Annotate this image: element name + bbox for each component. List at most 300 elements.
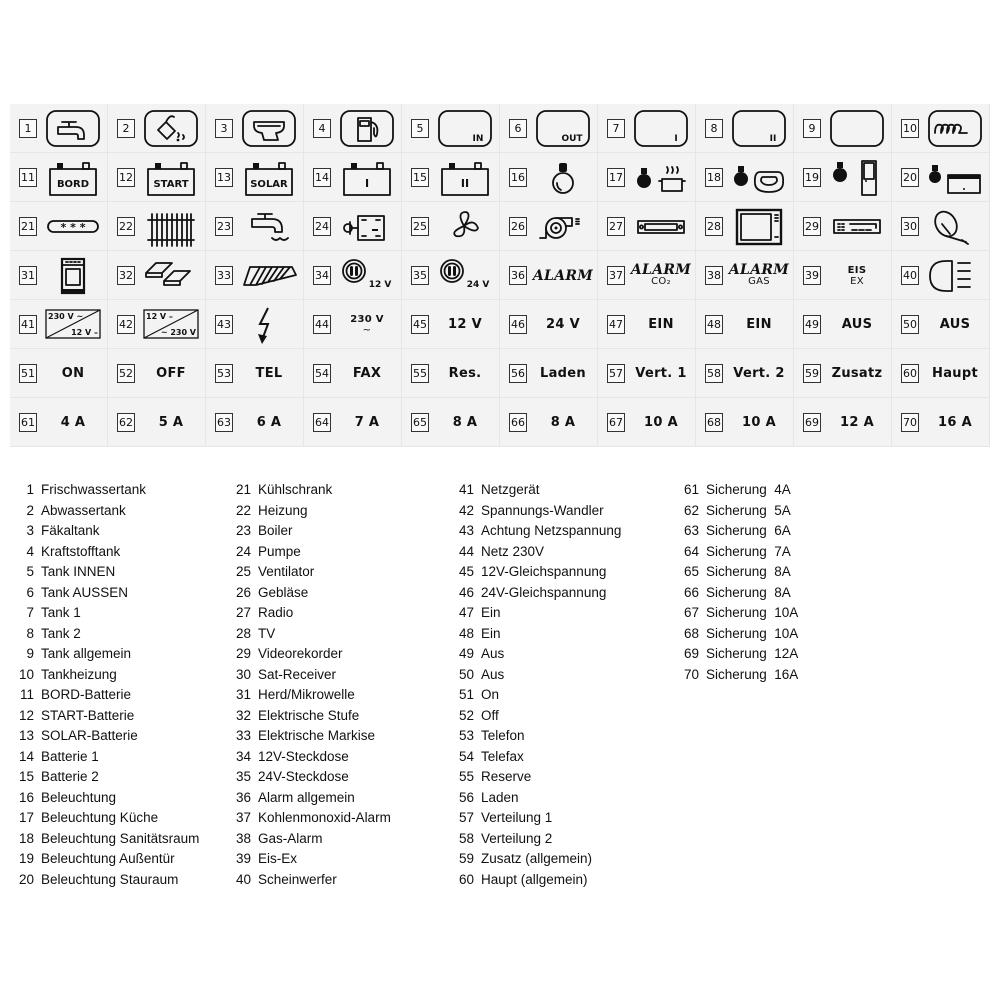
symbol-cell-58: [696, 349, 794, 398]
blower-icon: [532, 206, 594, 247]
symbol-number-badge: 63: [215, 413, 233, 432]
symbol-cell-50: [892, 300, 990, 349]
symbol-number-badge: 12: [117, 168, 135, 187]
symbol-label: ALARM: [630, 261, 692, 278]
symbol-number-badge: 68: [705, 413, 723, 432]
symbol-number-badge: 65: [411, 413, 429, 432]
light-bulb-icon: [532, 157, 594, 198]
symbol-text-label: [434, 402, 496, 443]
legend-column-2: [231, 480, 391, 890]
legend-description: Abwassertank: [41, 502, 126, 518]
symbol-cell-27: [598, 202, 696, 251]
legend-description: Laden: [481, 789, 519, 805]
legend-item-59: [454, 849, 621, 870]
legend-description: On: [481, 687, 500, 702]
legend-item-36: [231, 788, 391, 809]
light-door-icon: [826, 157, 888, 198]
symbol-label: 4 A: [60, 414, 86, 430]
legend-item-1: [14, 480, 199, 501]
light-storage-icon: [924, 157, 986, 198]
legend-item-5: [14, 562, 199, 583]
legend-description: Aus: [481, 666, 505, 682]
symbol-cell-33: [206, 251, 304, 300]
symbol-number-badge: 13: [215, 168, 233, 187]
symbol-text-label: [630, 304, 692, 345]
legend-number: 22: [235, 502, 251, 518]
symbol-text-label: [42, 402, 104, 443]
symbol-cell-26: [500, 202, 598, 251]
legend-description: TV: [258, 625, 276, 641]
legend-description: Kühlschrank: [258, 482, 333, 497]
legend-item-65: [679, 562, 798, 583]
legend-item-14: [14, 747, 199, 768]
legend-number: 30: [235, 666, 251, 682]
legend-description: Scheinwerfer: [258, 871, 337, 887]
legend-item-11: [14, 685, 199, 706]
legend-description: Tank AUSSEN: [41, 584, 129, 600]
legend-item-61: [679, 480, 798, 501]
symbol-cell-36: [500, 251, 598, 300]
symbol-number-badge: 64: [313, 413, 331, 432]
legend-item-50: [454, 665, 621, 686]
light-kitchen-pot-icon: [630, 157, 692, 198]
legend-number: 49: [458, 646, 474, 661]
legend-number: 17: [18, 810, 34, 825]
pump-icon: [336, 206, 398, 247]
legend-description: Verteilung 1: [481, 810, 553, 825]
symbol-label: EIS: [847, 264, 867, 276]
symbol-text-label: [42, 353, 104, 394]
electric-step-icon: [140, 255, 202, 296]
symbol-label: Res.: [448, 365, 482, 381]
battery-icon: [42, 157, 104, 198]
legend-number: 54: [458, 748, 474, 764]
symbol-cell-16: [500, 153, 598, 202]
wastewater-bucket-icon: [140, 108, 202, 149]
legend-description: Sat-Receiver: [258, 666, 337, 682]
symbol-number-badge: 8: [705, 119, 723, 138]
legend-number: 46: [458, 584, 474, 600]
symbol-number-badge: 55: [411, 364, 429, 383]
legend-item-29: [231, 644, 391, 665]
legend-item-19: [14, 849, 199, 870]
legend-number: 40: [235, 871, 251, 887]
legend-item-51: [454, 685, 621, 706]
symbol-text-label: [728, 353, 790, 394]
symbol-text-label: [140, 402, 202, 443]
legend-item-44: [454, 542, 621, 563]
symbol-text-label: [532, 402, 594, 443]
converter-icon: [42, 304, 104, 345]
symbol-number-badge: 24: [313, 217, 331, 236]
symbol-label: 5 A: [158, 414, 184, 430]
legend-number: 69: [683, 646, 699, 661]
legend-item-6: [14, 583, 199, 604]
symbol-cell-64: [304, 398, 402, 447]
alarm-label: [630, 255, 692, 296]
legend-description: Tank INNEN: [41, 564, 116, 579]
symbol-sublabel: CO₂: [651, 275, 671, 287]
legend-number: 68: [683, 625, 699, 641]
legend-item-35: [231, 767, 391, 788]
symbol-cell-45: [402, 300, 500, 349]
legend-description: Beleuchtung Außentür: [41, 851, 175, 866]
legend-description: Fäkaltank: [41, 523, 100, 538]
symbol-cell-66: [500, 398, 598, 447]
legend-description: Herd/Mikrowelle: [258, 687, 355, 702]
symbol-number-badge: 52: [117, 364, 135, 383]
symbol-cell-69: [794, 398, 892, 447]
legend-number: 7: [26, 605, 34, 620]
legend-description: SOLAR-Batterie: [41, 728, 138, 743]
svg-text:~ 230 V: ~ 230 V: [160, 328, 196, 337]
symbol-cell-6: [500, 104, 598, 153]
symbol-number-badge: 61: [19, 413, 37, 432]
legend-number: 57: [458, 810, 474, 825]
symbol-cell-14: [304, 153, 402, 202]
radio-icon: [630, 206, 692, 247]
legend-description: Off: [481, 707, 499, 723]
radiator-icon: [140, 206, 202, 247]
legend-description: Aus: [481, 646, 505, 661]
legend-item-24: [231, 542, 391, 563]
symbol-cell-51: [10, 349, 108, 398]
legend-description: Sicherung 16A: [706, 666, 799, 682]
legend-description: Tank 2: [41, 625, 81, 641]
svg-text:BORD: BORD: [56, 179, 90, 190]
legend-item-66: [679, 583, 798, 604]
legend-number: 59: [458, 851, 474, 866]
legend-number: 63: [683, 523, 699, 538]
symbol-label: AUS: [939, 316, 971, 332]
symbol-text-label: [238, 402, 300, 443]
symbol-text-label: [238, 353, 300, 394]
legend-item-9: [14, 644, 199, 665]
legend-number: 1: [26, 482, 34, 497]
high-voltage-icon: [238, 304, 300, 345]
symbol-number-badge: 19: [803, 168, 821, 187]
legend-number: 15: [18, 769, 34, 784]
legend-description: Videorekorder: [258, 646, 343, 661]
symbol-number-badge: 51: [19, 364, 37, 383]
stove-icon: [42, 255, 104, 296]
symbol-cell-68: [696, 398, 794, 447]
legend-item-7: [14, 603, 199, 624]
legend-number: 41: [458, 482, 474, 497]
legend-number: 14: [18, 748, 34, 764]
symbol-number-badge: 35: [411, 266, 429, 285]
svg-text:24 V: 24 V: [466, 280, 490, 290]
legend-description: Haupt (allgemein): [481, 871, 588, 887]
legend-item-58: [454, 829, 621, 850]
symbol-number-badge: 45: [411, 315, 429, 334]
symbol-number-badge: 31: [19, 266, 37, 285]
symbol-label: ALARM: [728, 261, 790, 278]
symbol-number-badge: 62: [117, 413, 135, 432]
legend-description: START-Batterie: [41, 707, 135, 723]
legend-number: 23: [235, 523, 251, 538]
legend-item-48: [454, 624, 621, 645]
legend-item-62: [679, 501, 798, 522]
symbol-number-badge: 21: [19, 217, 37, 236]
legend-item-47: [454, 603, 621, 624]
symbol-number-badge: 36: [509, 266, 527, 285]
legend-description: BORD-Batterie: [41, 687, 132, 702]
symbol-cell-43: [206, 300, 304, 349]
legend-item-22: [231, 501, 391, 522]
legend-number: 55: [458, 769, 474, 784]
legend-item-46: [454, 583, 621, 604]
legend-description: 12V-Steckdose: [258, 748, 349, 764]
legend-item-21: [231, 480, 391, 501]
legend-item-45: [454, 562, 621, 583]
symbol-cell-59: [794, 349, 892, 398]
legend-number: 12: [18, 707, 34, 723]
symbol-cell-56: [500, 349, 598, 398]
legend-description: Pumpe: [258, 543, 301, 559]
legend-description: Heizung: [258, 502, 308, 518]
symbol-cell-48: [696, 300, 794, 349]
battery-icon: [238, 157, 300, 198]
tank-heating-coil-icon: [924, 108, 986, 149]
legend-number: 8: [26, 625, 34, 641]
symbol-number-badge: 38: [705, 266, 723, 285]
svg-text:SOLAR: SOLAR: [250, 179, 288, 190]
symbol-number-badge: 34: [313, 266, 331, 285]
legend-number: 31: [235, 687, 251, 702]
battery-icon: [140, 157, 202, 198]
legend-item-52: [454, 706, 621, 727]
symbol-number-badge: 69: [803, 413, 821, 432]
legend-item-20: [14, 870, 199, 891]
symbol-label: TEL: [255, 365, 283, 381]
legend-item-30: [231, 665, 391, 686]
legend-description: Gebläse: [258, 584, 309, 600]
legend-number: 29: [235, 646, 251, 661]
legend-number: 21: [235, 482, 251, 497]
legend-item-17: [14, 808, 199, 829]
legend-item-28: [231, 624, 391, 645]
legend-description: Sicherung 8A: [706, 584, 791, 600]
legend-description: Kraftstofftank: [41, 543, 121, 559]
symbol-cell-23: [206, 202, 304, 251]
legend-number: 45: [458, 564, 474, 579]
symbol-cell-61: [10, 398, 108, 447]
legend-item-67: [679, 603, 798, 624]
tank-general-icon: [826, 108, 888, 149]
symbol-cell-39: [794, 251, 892, 300]
video-recorder-icon: [826, 206, 888, 247]
legend-item-15: [14, 767, 199, 788]
symbol-number-badge: 48: [705, 315, 723, 334]
legend-number: 11: [19, 687, 34, 702]
symbol-number-badge: 30: [901, 217, 919, 236]
symbol-number-badge: 25: [411, 217, 429, 236]
legend-number: 44: [458, 543, 474, 559]
legend-description: Tankheizung: [41, 666, 117, 682]
symbol-cell-49: [794, 300, 892, 349]
tank-in-icon: [434, 108, 496, 149]
symbol-number-badge: 1: [19, 119, 37, 138]
symbol-number-badge: 23: [215, 217, 233, 236]
symbol-text-label: [924, 353, 986, 394]
legend-item-18: [14, 829, 199, 850]
symbol-text-label: [630, 353, 692, 394]
symbol-number-badge: 26: [509, 217, 527, 236]
symbol-cell-21: [10, 202, 108, 251]
legend-item-32: [231, 706, 391, 727]
symbol-number-badge: 53: [215, 364, 233, 383]
symbol-number-badge: 4: [313, 119, 331, 138]
symbol-cell-10: [892, 104, 990, 153]
legend-description: 12V-Gleichspannung: [481, 564, 607, 579]
symbol-cell-3: [206, 104, 304, 153]
symbol-cell-25: [402, 202, 500, 251]
symbol-cell-42: [108, 300, 206, 349]
legend-number: 62: [683, 502, 699, 518]
legend-number: 28: [235, 625, 251, 641]
legend-number: 70: [683, 666, 699, 682]
symbol-label: 16 A: [938, 414, 972, 430]
legend-item-40: [231, 870, 391, 891]
legend-description: Ein: [481, 625, 501, 641]
legend-number: 27: [235, 605, 251, 620]
legend-item-34: [231, 747, 391, 768]
legend-item-26: [231, 583, 391, 604]
converter-icon: [140, 304, 202, 345]
symbol-cell-57: [598, 349, 696, 398]
svg-text:II: II: [769, 134, 777, 144]
boiler-tap-icon: [238, 206, 300, 247]
symbol-text-label: [630, 402, 692, 443]
legend-number: 56: [458, 789, 474, 805]
symbol-cell-62: [108, 398, 206, 447]
symbol-number-badge: 41: [19, 315, 37, 334]
legend-number: 51: [458, 687, 474, 702]
svg-text:IN: IN: [472, 134, 484, 144]
legend-description: Netzgerät: [481, 482, 540, 497]
symbol-cell-1: [10, 104, 108, 153]
legend-item-53: [454, 726, 621, 747]
legend-description: Reserve: [481, 769, 532, 784]
legend-item-31: [231, 685, 391, 706]
legend-number: 2: [26, 502, 34, 518]
legend-number: 65: [683, 564, 699, 579]
symbol-cell-9: [794, 104, 892, 153]
symbol-grid: [10, 104, 990, 447]
legend-item-10: [14, 665, 199, 686]
satellite-dish-icon: [924, 206, 986, 247]
symbol-cell-7: [598, 104, 696, 153]
symbol-text-label: [532, 304, 594, 345]
legend-item-60: [454, 870, 621, 891]
symbol-number-badge: 9: [803, 119, 821, 138]
symbol-cell-17: [598, 153, 696, 202]
legend-description: Ventilator: [258, 564, 315, 579]
legend-item-43: [454, 521, 621, 542]
svg-text:* * *: * * *: [60, 221, 86, 234]
symbol-label: ON: [61, 365, 85, 381]
symbol-cell-63: [206, 398, 304, 447]
symbol-cell-20: [892, 153, 990, 202]
symbol-number-badge: 70: [901, 413, 919, 432]
symbol-number-badge: 42: [117, 315, 135, 334]
legend-description: Elektrische Markise: [258, 728, 376, 743]
legend-number: 4: [26, 543, 34, 559]
symbol-label: 7 A: [354, 414, 380, 430]
symbol-text-label: [336, 353, 398, 394]
symbol-number-badge: 54: [313, 364, 331, 383]
symbol-number-badge: 66: [509, 413, 527, 432]
symbol-text-label: [728, 304, 790, 345]
legend-item-63: [679, 521, 798, 542]
symbol-label: Haupt: [932, 365, 978, 381]
legend-number: 33: [235, 728, 251, 743]
symbol-label: 230 V: [350, 313, 384, 325]
symbol-number-badge: 28: [705, 217, 723, 236]
legend-item-27: [231, 603, 391, 624]
symbol-text-label: [532, 353, 594, 394]
legend-description: Radio: [258, 605, 294, 620]
legend-item-57: [454, 808, 621, 829]
symbol-number-badge: 27: [607, 217, 625, 236]
legend-description: Sicherung 8A: [706, 564, 791, 579]
symbol-number-badge: 10: [901, 119, 919, 138]
symbol-sublabel: EX: [850, 275, 864, 287]
legend-number: 36: [235, 789, 251, 805]
symbol-cell-46: [500, 300, 598, 349]
symbol-text-label: [336, 402, 398, 443]
legend-description: Kohlenmonoxid-Alarm: [258, 810, 391, 825]
legend-number: 34: [235, 748, 251, 764]
legend-item-16: [14, 788, 199, 809]
legend-item-8: [14, 624, 199, 645]
symbol-text-label: [140, 353, 202, 394]
symbol-text-label: [826, 353, 888, 394]
symbol-label: 10 A: [742, 414, 776, 430]
symbol-cell-60: [892, 349, 990, 398]
legend-number: 18: [18, 830, 34, 846]
symbol-cell-44: [304, 300, 402, 349]
svg-text:12 V –: 12 V –: [146, 312, 173, 321]
legend-number: 37: [235, 810, 251, 825]
symbol-number-badge: 5: [411, 119, 429, 138]
legend-number: 24: [235, 543, 251, 559]
legend-item-38: [231, 829, 391, 850]
symbol-number-badge: 7: [607, 119, 625, 138]
symbol-number-badge: 6: [509, 119, 527, 138]
symbol-cell-54: [304, 349, 402, 398]
legend-number: 32: [235, 707, 251, 723]
legend-number: 48: [458, 625, 474, 641]
legend-description: Eis-Ex: [258, 851, 298, 866]
legend-description: Telefax: [481, 748, 524, 764]
symbol-text-label: [924, 402, 986, 443]
symbol-cell-67: [598, 398, 696, 447]
symbol-cell-31: [10, 251, 108, 300]
legend-number: 39: [235, 851, 251, 866]
symbol-label: 10 A: [644, 414, 678, 430]
symbol-label: Laden: [540, 365, 586, 381]
legend-description: Elektrische Stufe: [258, 707, 360, 723]
symbol-cell-5: [402, 104, 500, 153]
legend-number: 9: [26, 646, 34, 661]
symbol-number-badge: 18: [705, 168, 723, 187]
symbol-text-label: [826, 304, 888, 345]
legend-description: Gas-Alarm: [258, 830, 323, 846]
symbol-number-badge: 20: [901, 168, 919, 187]
legend-number: 64: [683, 543, 699, 559]
